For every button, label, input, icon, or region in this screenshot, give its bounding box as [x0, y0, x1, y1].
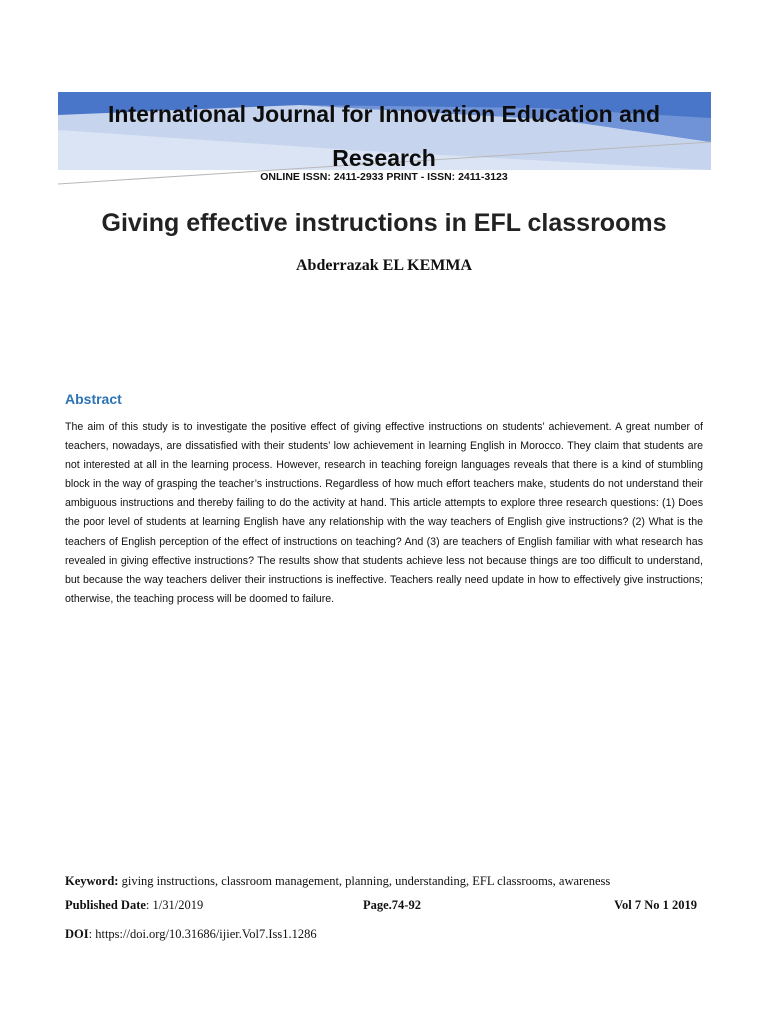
doi-line	[65, 927, 317, 942]
keywords-line	[65, 874, 610, 889]
abstract-text: The aim of this study is to investigate the positive effect of giving effective instructions on students’ achievement. A great number of teachers, nowadays, are dissatisfied with their students’ low achievement in learning English in Morocco. They claim that students are not interested at all in the learning process. However, research in teaching foreign languages reveals that there is a kind of stumbling block in the way of grasping the teacher’s instructions. Regardless of how much effort teachers make, students do not understand their ambiguous instructions and thereby failing to do the activity at hand. This article attempts to explore three research questions: (1) Does the poor level of students at learning English have any relationship with the way teachers of English give instructions? (2) What is the teachers of English perception of the effect of instructions on teaching? And (3) are teachers of English familiar with what research has revealed in giving effective instructions? The results show that students achieve less not because things are too difficult to understand, but because the way teachers deliver their instructions is ineffective. Teachers really need update in how to effectively give instructions; otherwise, the teaching process will be doomed to failure.	[65, 421, 703, 605]
doi-label: DOI	[65, 927, 89, 941]
keyword-label: Keyword:	[65, 874, 119, 888]
keywords-text: giving instructions, classroom management, planning, understanding, EFL classrooms, awareness	[121, 874, 611, 888]
published-date-label: Published Date	[65, 898, 146, 912]
page-range: Page.74-92	[363, 898, 421, 912]
doi-value[interactable]: : https://doi.org/10.31686/ijier.Vol7.Iss1.1286	[88, 927, 317, 941]
issn-line: ONLINE ISSN: 2411-2933 PRINT - ISSN: 2411-3123	[260, 171, 508, 183]
paper-title: Giving effective instructions in EFL classrooms	[101, 209, 667, 237]
journal-title: International Journal for Innovation Education and Research	[107, 101, 661, 171]
published-date	[65, 898, 203, 913]
volume-issue: Vol 7 No 1 2019	[614, 898, 697, 912]
publication-info-line	[65, 898, 697, 916]
published-date-value: : 1/31/2019	[145, 898, 204, 912]
author-name: Abderrazak EL KEMMA	[296, 257, 472, 274]
abstract-heading: Abstract	[65, 391, 122, 407]
